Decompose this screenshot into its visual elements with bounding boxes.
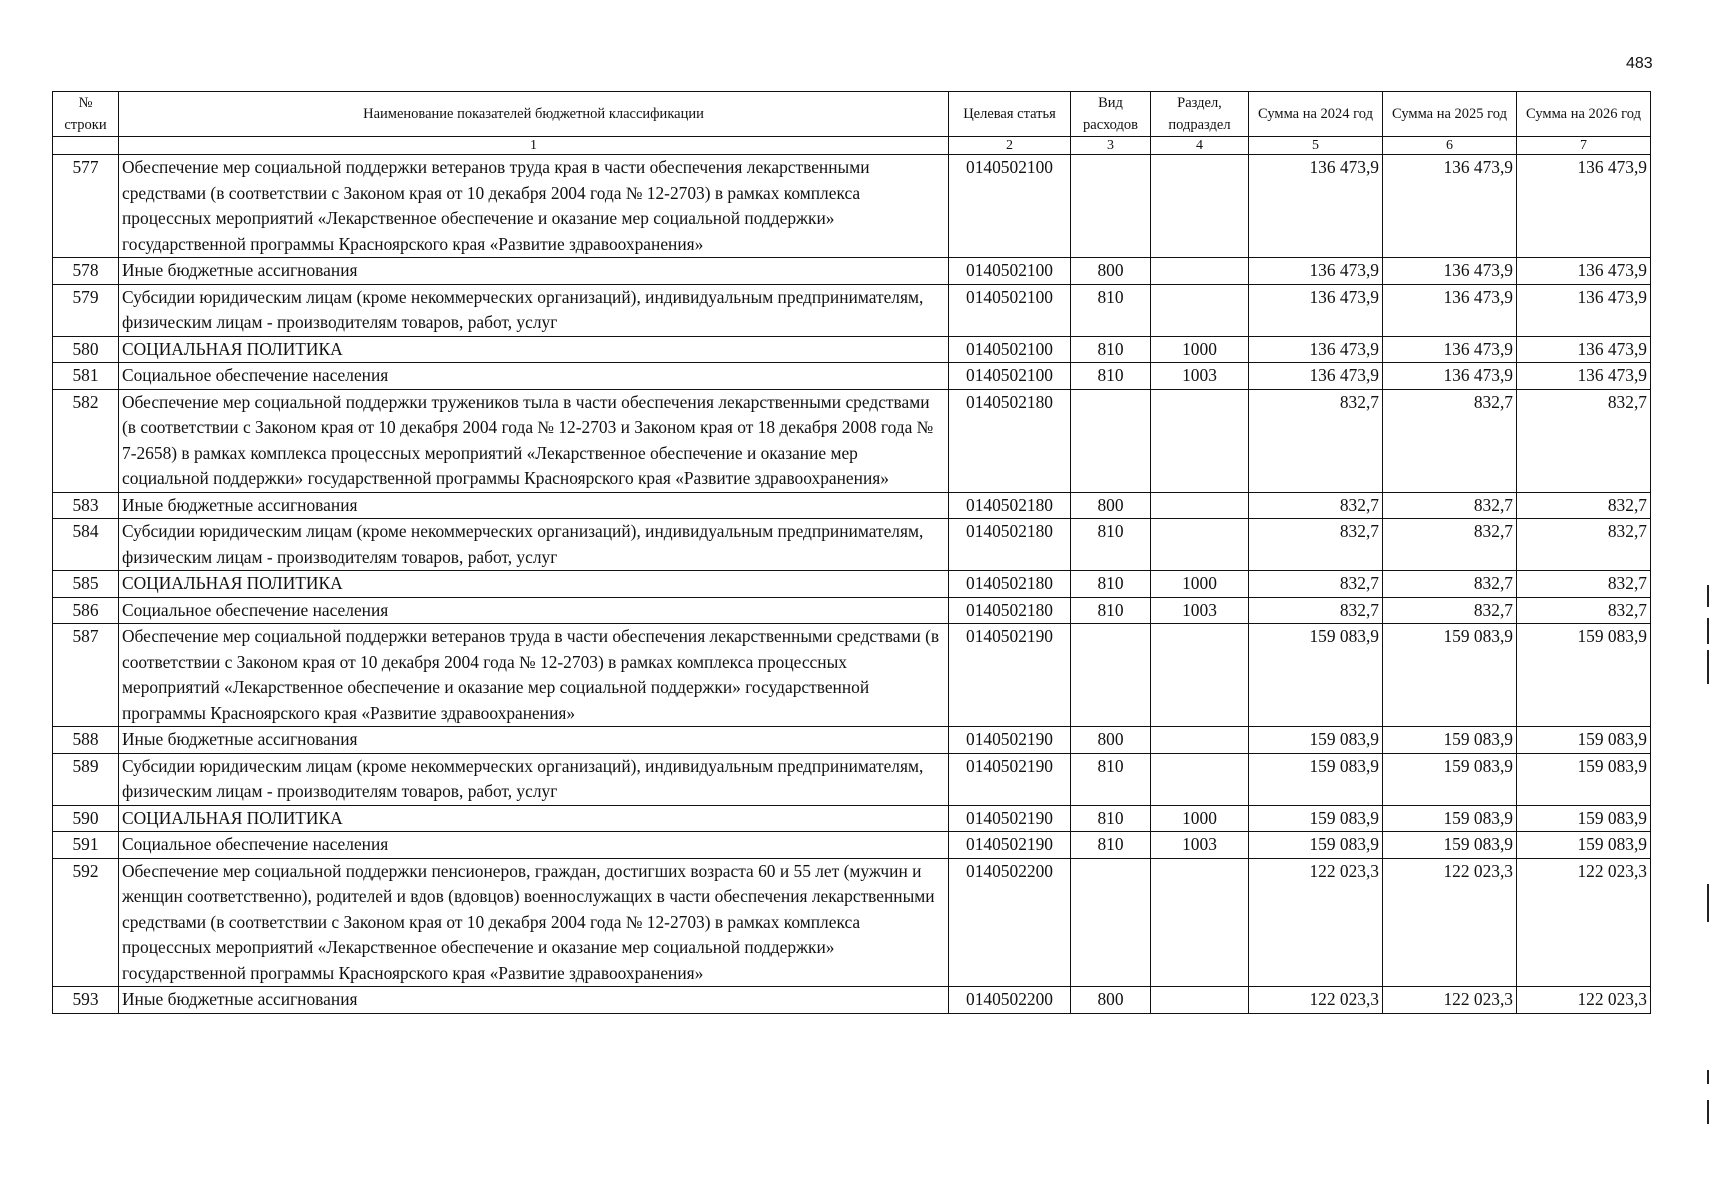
row-sum-2026: 832,7	[1517, 571, 1651, 598]
row-sum-2025: 159 083,9	[1383, 753, 1517, 805]
table-row	[53, 727, 1651, 754]
row-target-article: 0140502200	[949, 987, 1071, 1014]
row-section: 1000	[1151, 336, 1249, 363]
scan-mark	[1707, 1100, 1709, 1124]
row-sum-2025: 159 083,9	[1383, 805, 1517, 832]
row-section	[1151, 727, 1249, 754]
row-target-article: 0140502100	[949, 363, 1071, 390]
table-row	[53, 519, 1651, 571]
row-sum-2024: 136 473,9	[1249, 284, 1383, 336]
row-sum-2024: 832,7	[1249, 571, 1383, 598]
row-expense-type	[1071, 858, 1151, 987]
row-section	[1151, 258, 1249, 285]
row-target-article: 0140502100	[949, 284, 1071, 336]
row-sum-2026: 832,7	[1517, 519, 1651, 571]
row-expense-type: 810	[1071, 519, 1151, 571]
row-sum-2024: 136 473,9	[1249, 363, 1383, 390]
row-number: 582	[53, 389, 119, 492]
row-expense-type: 800	[1071, 727, 1151, 754]
row-target-article: 0140502190	[949, 832, 1071, 859]
row-number: 580	[53, 336, 119, 363]
row-sum-2024: 832,7	[1249, 597, 1383, 624]
header-row	[53, 92, 1651, 137]
row-sum-2025: 122 023,3	[1383, 987, 1517, 1014]
row-sum-2026: 159 083,9	[1517, 727, 1651, 754]
row-section	[1151, 987, 1249, 1014]
row-sum-2026: 122 023,3	[1517, 987, 1651, 1014]
row-target-article: 0140502180	[949, 597, 1071, 624]
row-target-article: 0140502180	[949, 519, 1071, 571]
row-number: 593	[53, 987, 119, 1014]
row-expense-type: 810	[1071, 571, 1151, 598]
table-row	[53, 571, 1651, 598]
row-sum-2025: 832,7	[1383, 492, 1517, 519]
table-row	[53, 284, 1651, 336]
scan-mark	[1707, 1070, 1709, 1084]
row-sum-2025: 159 083,9	[1383, 624, 1517, 727]
row-sum-2026: 159 083,9	[1517, 624, 1651, 727]
row-sum-2025: 159 083,9	[1383, 727, 1517, 754]
scan-mark	[1707, 650, 1709, 684]
row-number: 578	[53, 258, 119, 285]
row-sum-2024: 122 023,3	[1249, 858, 1383, 987]
scan-mark	[1707, 585, 1709, 607]
header-row-no: № строки	[53, 92, 119, 137]
row-name: Иные бюджетные ассигнования	[119, 727, 949, 754]
row-sum-2025: 136 473,9	[1383, 336, 1517, 363]
row-sum-2026: 136 473,9	[1517, 363, 1651, 390]
row-sum-2025: 832,7	[1383, 389, 1517, 492]
header-expense-type: Вид расходов	[1071, 92, 1151, 137]
column-number: 1	[119, 137, 949, 155]
row-sum-2024: 832,7	[1249, 389, 1383, 492]
table-row	[53, 155, 1651, 258]
row-number: 579	[53, 284, 119, 336]
row-sum-2026: 159 083,9	[1517, 805, 1651, 832]
row-number: 588	[53, 727, 119, 754]
header-sum-2026: Сумма на 2026 год	[1517, 92, 1651, 137]
row-sum-2026: 136 473,9	[1517, 336, 1651, 363]
row-expense-type: 810	[1071, 363, 1151, 390]
row-expense-type	[1071, 155, 1151, 258]
table-row	[53, 753, 1651, 805]
row-section	[1151, 155, 1249, 258]
row-sum-2024: 159 083,9	[1249, 805, 1383, 832]
row-name: Обеспечение мер социальной поддержки тружеников тыла в части обеспечения лекарственными средствами (в соответствии с Законом края от 10 декабря 2004 года № 12-2703 и Законом края от 18 декабря 2008 года № 7-2658) в рамках комплекса процессных мероприятий «Лекарственное обеспечение и оказание мер социальной поддержки» государственной программы Красноярского края «Развитие здравоохранения»	[119, 389, 949, 492]
row-target-article: 0140502180	[949, 492, 1071, 519]
row-name: Иные бюджетные ассигнования	[119, 987, 949, 1014]
row-section: 1003	[1151, 363, 1249, 390]
table-row	[53, 832, 1651, 859]
row-sum-2024: 136 473,9	[1249, 155, 1383, 258]
row-expense-type	[1071, 389, 1151, 492]
column-number: 4	[1151, 137, 1249, 155]
row-section: 1000	[1151, 571, 1249, 598]
table-row	[53, 336, 1651, 363]
table-row	[53, 389, 1651, 492]
row-section: 1003	[1151, 597, 1249, 624]
row-sum-2024: 159 083,9	[1249, 753, 1383, 805]
column-number: 7	[1517, 137, 1651, 155]
row-number: 591	[53, 832, 119, 859]
table-row	[53, 597, 1651, 624]
row-sum-2025: 159 083,9	[1383, 832, 1517, 859]
row-sum-2024: 159 083,9	[1249, 624, 1383, 727]
row-section	[1151, 284, 1249, 336]
row-section	[1151, 492, 1249, 519]
row-target-article: 0140502190	[949, 727, 1071, 754]
row-target-article: 0140502190	[949, 753, 1071, 805]
column-numbers-row	[53, 137, 1651, 155]
row-name: СОЦИАЛЬНАЯ ПОЛИТИКА	[119, 571, 949, 598]
table-row	[53, 258, 1651, 285]
page-number: 483	[1626, 55, 1653, 72]
table-row	[53, 858, 1651, 987]
row-name: СОЦИАЛЬНАЯ ПОЛИТИКА	[119, 805, 949, 832]
row-number: 592	[53, 858, 119, 987]
row-section	[1151, 624, 1249, 727]
scan-mark	[1707, 618, 1709, 644]
row-sum-2026: 136 473,9	[1517, 258, 1651, 285]
row-number: 589	[53, 753, 119, 805]
column-number: 6	[1383, 137, 1517, 155]
table-row	[53, 624, 1651, 727]
row-expense-type: 800	[1071, 492, 1151, 519]
column-number	[53, 137, 119, 155]
row-sum-2024: 159 083,9	[1249, 832, 1383, 859]
row-sum-2026: 832,7	[1517, 597, 1651, 624]
row-target-article: 0140502100	[949, 258, 1071, 285]
row-sum-2025: 136 473,9	[1383, 155, 1517, 258]
row-section	[1151, 858, 1249, 987]
row-sum-2026: 159 083,9	[1517, 753, 1651, 805]
row-name: Иные бюджетные ассигнования	[119, 258, 949, 285]
row-expense-type: 810	[1071, 284, 1151, 336]
row-sum-2025: 832,7	[1383, 519, 1517, 571]
table-row	[53, 492, 1651, 519]
row-target-article: 0140502180	[949, 389, 1071, 492]
row-expense-type: 800	[1071, 987, 1151, 1014]
row-sum-2024: 832,7	[1249, 519, 1383, 571]
row-expense-type: 810	[1071, 597, 1151, 624]
row-sum-2024: 136 473,9	[1249, 258, 1383, 285]
row-sum-2024: 159 083,9	[1249, 727, 1383, 754]
row-number: 585	[53, 571, 119, 598]
row-name: Социальное обеспечение населения	[119, 832, 949, 859]
header-name: Наименование показателей бюджетной классификации	[119, 92, 949, 137]
row-name: Субсидии юридическим лицам (кроме некоммерческих организаций), индивидуальным предпринимателям, физическим лицам - производителям товаров, работ, услуг	[119, 284, 949, 336]
row-expense-type	[1071, 624, 1151, 727]
header-target: Целевая статья	[949, 92, 1071, 137]
table-row	[53, 363, 1651, 390]
row-expense-type: 810	[1071, 832, 1151, 859]
row-expense-type: 810	[1071, 753, 1151, 805]
header-section: Раздел, подраздел	[1151, 92, 1249, 137]
row-name: Социальное обеспечение населения	[119, 363, 949, 390]
row-sum-2025: 136 473,9	[1383, 363, 1517, 390]
row-name: Субсидии юридическим лицам (кроме некоммерческих организаций), индивидуальным предпринимателям, физическим лицам - производителям товаров, работ, услуг	[119, 519, 949, 571]
row-number: 581	[53, 363, 119, 390]
row-target-article: 0140502100	[949, 336, 1071, 363]
row-section: 1000	[1151, 805, 1249, 832]
column-number: 3	[1071, 137, 1151, 155]
table-row	[53, 987, 1651, 1014]
budget-table	[52, 91, 1651, 1014]
row-number: 586	[53, 597, 119, 624]
row-section	[1151, 519, 1249, 571]
row-target-article: 0140502190	[949, 624, 1071, 727]
row-number: 590	[53, 805, 119, 832]
row-section	[1151, 389, 1249, 492]
row-number: 583	[53, 492, 119, 519]
column-number: 2	[949, 137, 1071, 155]
row-name: Обеспечение мер социальной поддержки ветеранов труда в части обеспечения лекарственными средствами (в соответствии с Законом края от 10 декабря 2004 года № 12-2703) в рамках комплекса процессных мероприятий «Лекарственное обеспечение и оказание мер социальной поддержки» государственной программы Красноярского края «Развитие здравоохранения»	[119, 624, 949, 727]
row-name: Иные бюджетные ассигнования	[119, 492, 949, 519]
row-sum-2026: 122 023,3	[1517, 858, 1651, 987]
row-sum-2025: 832,7	[1383, 597, 1517, 624]
row-name: Социальное обеспечение населения	[119, 597, 949, 624]
header-sum-2024: Сумма на 2024 год	[1249, 92, 1383, 137]
row-sum-2025: 832,7	[1383, 571, 1517, 598]
row-sum-2026: 832,7	[1517, 389, 1651, 492]
row-sum-2025: 136 473,9	[1383, 284, 1517, 336]
row-name: Субсидии юридическим лицам (кроме некоммерческих организаций), индивидуальным предпринимателям, физическим лицам - производителям товаров, работ, услуг	[119, 753, 949, 805]
scan-mark	[1707, 884, 1709, 922]
row-target-article: 0140502180	[949, 571, 1071, 598]
row-number: 584	[53, 519, 119, 571]
row-expense-type: 800	[1071, 258, 1151, 285]
row-sum-2024: 136 473,9	[1249, 336, 1383, 363]
row-sum-2025: 122 023,3	[1383, 858, 1517, 987]
row-name: Обеспечение мер социальной поддержки ветеранов труда края в части обеспечения лекарственными средствами (в соответствии с Законом края от 10 декабря 2004 года № 12-2703) в рамках комплекса процессных мероприятий «Лекарственное обеспечение и оказание мер социальной поддержки» государственной программы Красноярского края «Развитие здравоохранения»	[119, 155, 949, 258]
row-sum-2026: 159 083,9	[1517, 832, 1651, 859]
row-target-article: 0140502200	[949, 858, 1071, 987]
column-number: 5	[1249, 137, 1383, 155]
row-sum-2026: 136 473,9	[1517, 284, 1651, 336]
row-name: Обеспечение мер социальной поддержки пенсионеров, граждан, достигших возраста 60 и 55 лет (мужчин и женщин соответственно), родителей и вдов (вдовцов) военнослужащих в части обеспечения лекарственными средствами (в соответствии с Законом края от 10 декабря 2004 года № 12-2703) в рамках комплекса процессных мероприятий «Лекарственное обеспечение и оказание мер социальной поддержки» государственной программы Красноярского края «Развитие здравоохранения»	[119, 858, 949, 987]
row-target-article: 0140502190	[949, 805, 1071, 832]
row-expense-type: 810	[1071, 805, 1151, 832]
row-number: 577	[53, 155, 119, 258]
row-section	[1151, 753, 1249, 805]
header-sum-2025: Сумма на 2025 год	[1383, 92, 1517, 137]
row-section: 1003	[1151, 832, 1249, 859]
row-number: 587	[53, 624, 119, 727]
row-sum-2024: 122 023,3	[1249, 987, 1383, 1014]
row-sum-2026: 136 473,9	[1517, 155, 1651, 258]
row-expense-type: 810	[1071, 336, 1151, 363]
row-name: СОЦИАЛЬНАЯ ПОЛИТИКА	[119, 336, 949, 363]
table-row	[53, 805, 1651, 832]
row-sum-2026: 832,7	[1517, 492, 1651, 519]
row-target-article: 0140502100	[949, 155, 1071, 258]
row-sum-2025: 136 473,9	[1383, 258, 1517, 285]
row-sum-2024: 832,7	[1249, 492, 1383, 519]
